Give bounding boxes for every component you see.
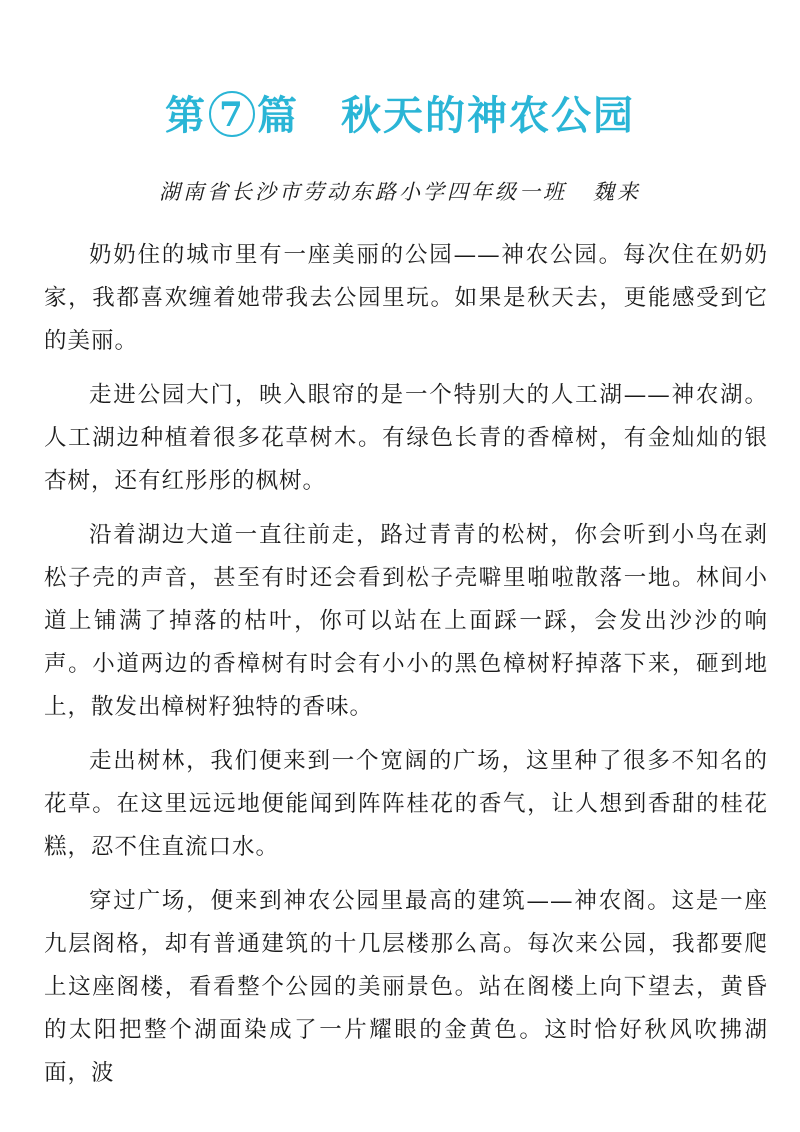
article-body bbox=[44, 234, 768, 1106]
chapter-number-badge: 7 bbox=[209, 91, 255, 137]
author-byline bbox=[0, 178, 800, 206]
author-name: 魏来 bbox=[593, 180, 641, 204]
article-title bbox=[0, 88, 800, 144]
paragraph-3: 沿着湖边大道一直往前走，路过青青的松树，你会听到小鸟在剥松子壳的声音，甚至有时还会看到松子壳噼里啪啦散落一地。林间小道上铺满了掉落的枯叶，你可以站在上面踩一踩，会发出沙沙的响声。小道两边的香樟树有时会有小小的黑色樟树籽掉落下来，砸到地上，散发出樟树籽独特的香味。 bbox=[44, 522, 768, 720]
paragraph-4: 走出树林，我们便来到一个宽阔的广场，这里种了很多不知名的花草。在这里远远地便能闻到阵阵桂花的香气，让人想到香甜的桂花糕，忍不住直流口水。 bbox=[44, 748, 768, 860]
title-prefix: 第 bbox=[165, 93, 207, 139]
paragraph-1: 奶奶住的城市里有一座美丽的公园——神农公园。每次住在奶奶家，我都喜欢缠着她带我去公园里玩。如果是秋天去，更能感受到它的美丽。 bbox=[44, 242, 768, 354]
title-suffix: 篇 bbox=[257, 93, 299, 139]
school-name: 湖南省长沙市劳动东路小学四年级一班 bbox=[159, 180, 567, 204]
paragraph-5: 穿过广场，便来到神农公园里最高的建筑——神农阁。这是一座九层阁格，却有普通建筑的十几层楼那么高。每次来公园，我都要爬上这座阁楼，看看整个公园的美丽景色。站在阁楼上向下望去，黄昏的太阳把整个湖面染成了一片耀眼的金黄色。这时恰好秋风吹拂湖面，波 bbox=[44, 888, 768, 1086]
paragraph-2: 走进公园大门，映入眼帘的是一个特别大的人工湖——神农湖。人工湖边种植着很多花草树木。有绿色长青的香樟树，有金灿灿的银杏树，还有红彤彤的枫树。 bbox=[44, 382, 768, 494]
title-main: 秋天的神农公园 bbox=[341, 93, 635, 139]
